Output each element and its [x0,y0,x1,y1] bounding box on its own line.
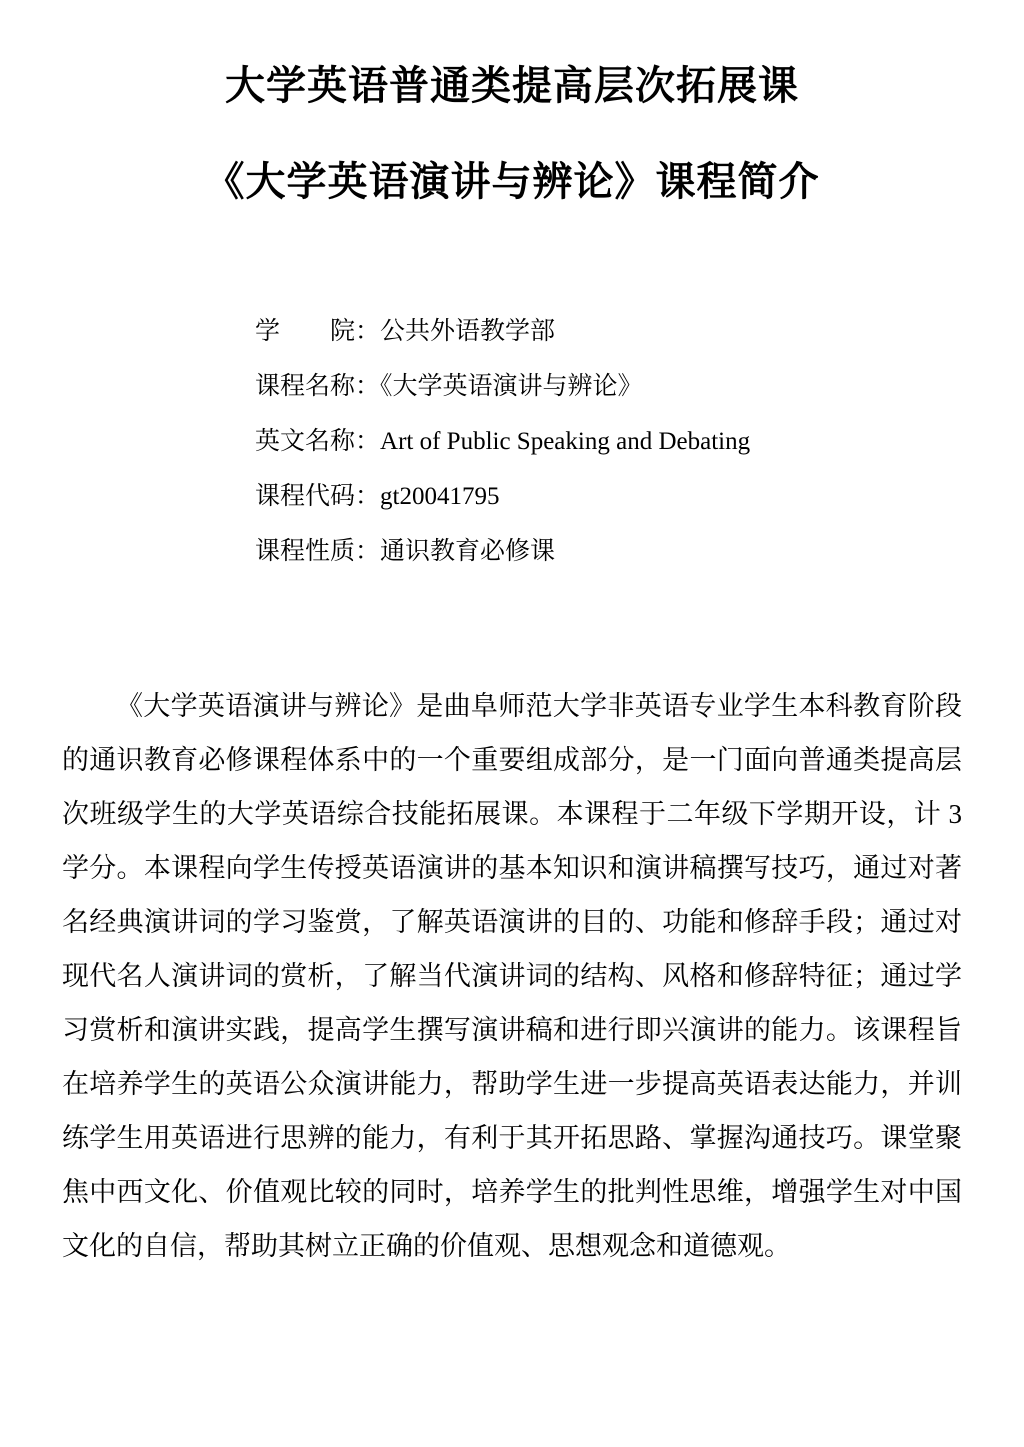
course-introduction-paragraph: 《大学英语演讲与辨论》是曲阜师范大学非英语专业学生本科教育阶段的通识教育必修课程体系中的一个重要组成部分，是一门面向普通类提高层次班级学生的大学英语综合技能拓展课。本课程于二年级下学期开设，计 3 学分。本课程向学生传授英语演讲的基本知识和演讲稿撰写技巧，通过对著名经典演讲词的学习鉴赏，了解英语演讲的目的、功能和修辞手段；通过对现代名人演讲词的赏析，了解当代演讲词的结构、风格和修辞特征；通过学习赏析和演讲实践，提高学生撰写演讲稿和进行即兴演讲的能力。该课程旨在培养学生的英语公众演讲能力，帮助学生进一步提高英语表达能力，并训练学生用英语进行思辨的能力，有利于其开拓思路、掌握沟通技巧。课堂聚焦中西文化、价值观比较的同时，培养学生的批判性思维，增强学生对中国文化的自信，帮助其树立正确的价值观、思想观念和道德观。 [62,691,962,1261]
info-label-college: 学 院： [255,318,381,345]
info-value-course-code: gt20041795 [380,483,500,510]
info-label-course-type: 课程性质： [255,538,381,565]
info-row-course-type [255,524,1024,579]
info-row-course-code [255,469,1024,524]
info-label-course-name: 课程名称： [255,373,381,400]
info-value-college: 公共外语教学部 [380,318,556,345]
info-label-english-name: 英文名称： [255,428,381,455]
document-subtitle: 《大学英语演讲与辨论》课程简介 [204,160,820,204]
document-title: 大学英语普通类提高层次拓展课 [225,64,799,108]
info-label-course-code: 课程代码： [255,483,381,510]
info-value-english-name: Art of Public Speaking and Debating [380,428,751,455]
course-info-list [255,304,1024,579]
info-row-college [255,304,1024,359]
info-row-english-name [255,414,1024,469]
info-value-course-name: 《大学英语演讲与辨论》 [380,373,643,400]
info-value-course-type: 通识教育必修课 [380,538,556,565]
info-row-course-name [255,359,1024,414]
